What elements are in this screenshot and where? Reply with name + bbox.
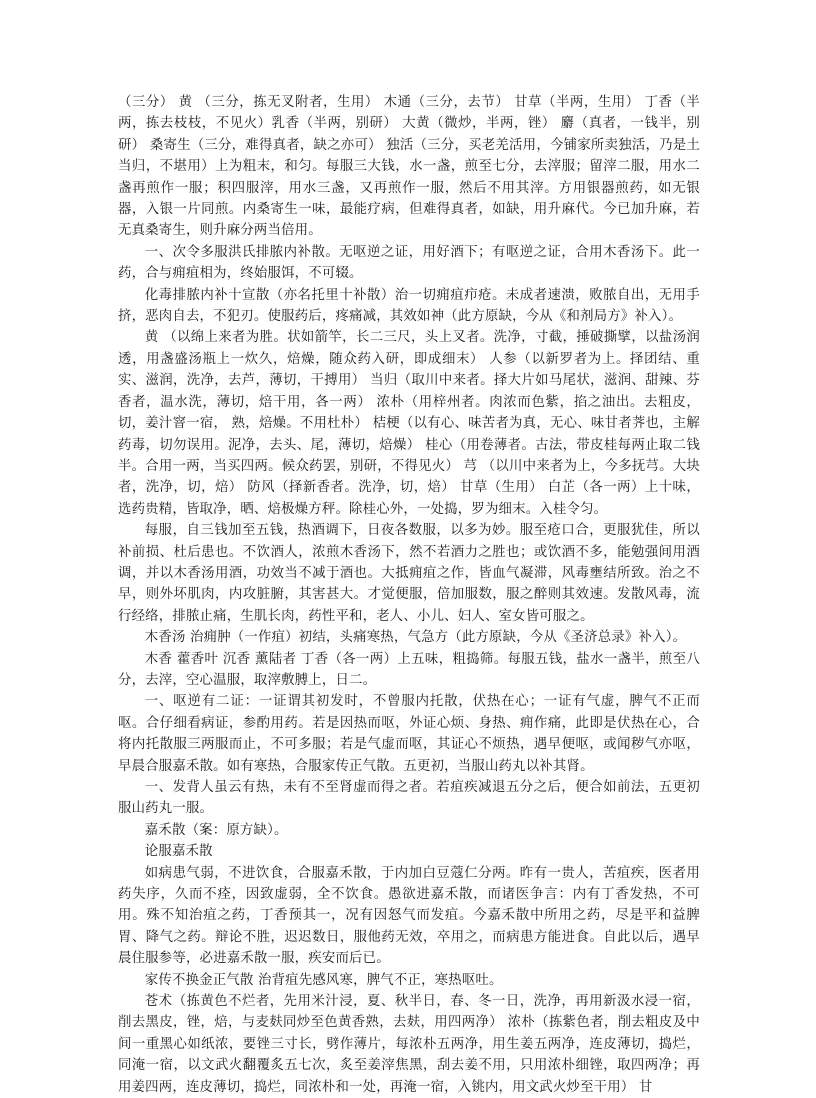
paragraph-5: 每服，自三钱加至五钱，热酒调下，日夜各数服，以多为妙。服至疮口合，更服犹佳，所以补前损、杜后患也。不饮酒人，浓煎木香汤下，然不若酒力之胜也；或饮酒不多，能勉强间用酒调，并以木香汤用酒，功效当不减于酒也。大抵痈疽之作，皆血气凝滞，风毒壅结所致。治之不早，则外坏肌肉，内攻脏腑，其害甚大。才觉便服，倍加服数，服之醉则其效速。发散风毒，流行经络，排脓止痛，生肌长肉，药性平和，老人、小儿、妇人、室女皆可服之。 [118, 523, 700, 624]
section-heading: 论服嘉禾散 [144, 844, 213, 860]
paragraph-7: 木香 藿香叶 沉香 薰陆者 丁香（各一两）上五味，粗捣筛。每服五钱，盐水一盏半，煎至八分，去滓，空心温服，取滓敷膊上，日二。 [118, 651, 700, 688]
paragraph-14: 苍术（拣黄色不烂者，先用米汁浸，夏、秋半日，春、冬一日，洗净，再用新汲水浸一宿，削去黑皮，锉，焙，与麦麸同炒至色黄香熟，去麸，用四两净） 浓朴（拣紫色者，削去粗皮及中间一重黑心如纸浓，要锉三寸长，劈作薄片，每浓朴五两净，用生姜五两净，连皮薄切，捣烂，同淹一宿，以文武火翻覆炙五七次，炙至姜滓焦黑，刮去姜不用，只用浓朴细锉，取四两净；再用姜四两，连皮薄切，捣烂，同浓朴和一处，再淹一宿，入铫内，用文武火炒至干用） 甘 [118, 994, 700, 1095]
paragraph-10: 嘉禾散（案：原方缺）。 [144, 822, 288, 838]
paragraph-2: 一、次令多服洪氏排脓内补散。无呕逆之证，用好酒下；有呕逆之证，合用木香汤下。此一药，合与痈疽相为，终始服饵，不可辍。 [118, 244, 700, 282]
paragraph-4: 黄 （以绵上来者为胜。状如箭竿，长二三尺，头上叉者。洗净，寸截，捶破撕擘，以盐汤润透，用盏盛汤瓶上一炊久，焙燥，随众药入研，即成细末） 人参（以新罗者为上。择团结、重实、滋润，洗净，去芦，薄切，干搏用） 当归（取川中来者。择大片如马尾状，滋润、甜辣、芬香者，温水洗，薄切，焙干用，各一两） 浓朴（用梓州者。肉浓而色紫，掐之油出。去粗皮，切，姜汁窨一宿， 熟，焙燥。不用杜朴） 桔梗（以有心、味苦者为真，无心、味甘者荠也，主解药毒，切勿误用。泥净，去头、尾，薄切，焙燥） 桂心（用卷薄者。古法，带皮桂每两止取二钱半。合用一两，当买四两。候众药罢，别研，不得见火） 芎 （以川中来者为上，今多抚芎。大块者，洗净，切，焙） 防风（择新香者。洗净，切，焙） 甘草（生用） 白芷（各一两）上十味，选药贵精，皆取净，晒、焙极燥方秤。除桂心外，一处捣，罗为细末。入桂令匀。 [118, 330, 700, 517]
document-page [118, 92, 700, 1098]
paragraph-3: 化毒排脓内补十宣散（亦名托里十补散）治一切痈疽疖疮。未成者速溃，败脓自出，无用手挤，恶肉自去，不犯刃。使服药后，疼痛减，其效如神（此方原缺，今从《和剂局方》补入）。 [118, 287, 700, 325]
paragraph-8: 一、呕逆有二证：一证谓其初发时，不曾服内托散，伏热在心；一证有气虚，脾气不正而呕。合仔细看病证，参酌用药。若是因热而呕，外证心烦、身热、痈作痛，此即是伏热在心，合将内托散服三两服而止，不可多服；若是气虚而呕，其证心不烦热，遇早便呕，或闻秽气亦呕，早晨合服嘉禾散。如有寒热，合服家传正气散。五更初，当服山药丸以补其肾。 [118, 694, 700, 774]
paragraph-1: （三分） 黄 （三分，拣无叉附者，生用） 木通（三分，去节） 甘草（半两，生用） 丁香（半两，拣去枝枝，不见火）乳香（半两，别研） 大黄（微炒，半两，锉） 麝（真者，一钱半，别研） 桑寄生（三分，难得真者，缺之亦可） 独活（三分，买老羌活用，今铺家所卖独活，乃是土当归，不堪用）上为粗末，和匀。每服三大钱，水一盏，煎至七分，去滓服；留滓二服，用水二盏再煎作一服；积四服滓，用水三盏，又再煎作一服，然后不用其滓。方用银器煎药，如无银器，入银一片同煎。内桑寄生一味，最能疗病，但难得真者，如缺，用升麻代。今已加升麻，若无真桑寄生，则升麻分两当倍用。 [118, 95, 700, 239]
paragraph-6: 木香汤 治痈肿（一作疽）初结，头痛寒热，气急方（此方原缺，今从《圣济总录》补入）。 [144, 630, 687, 646]
paragraph-9: 一、发背人虽云有热，未有不至肾虚而得之者。若疽疾减退五分之后，便合如前法，五更初服山药丸一服。 [118, 780, 700, 817]
paragraph-13: 家传不换金正气散 治背疽先感风寒，脾气不正，寒热呕吐。 [144, 972, 503, 988]
paragraph-12: 如病患气弱，不进饮食，合服嘉禾散，于内加白豆蔻仁分两。昨有一贵人，苦疽疾，医者用药失序，久而不痊，因致虚弱，全不饮食。愚欲进嘉禾散，而诸医争言：内有丁香发热，不可用。殊不知治疽之药，丁香预其一，况有因怒气而发疽。今嘉禾散中所用之药，尽是平和益脾胃、降气之药。辩论不胜，迟迟数日，服他药无效，卒用之，而病患方能进食。自此以后，遇早晨住服参等，必进嘉禾散一服，疾安而后已。 [118, 865, 700, 967]
